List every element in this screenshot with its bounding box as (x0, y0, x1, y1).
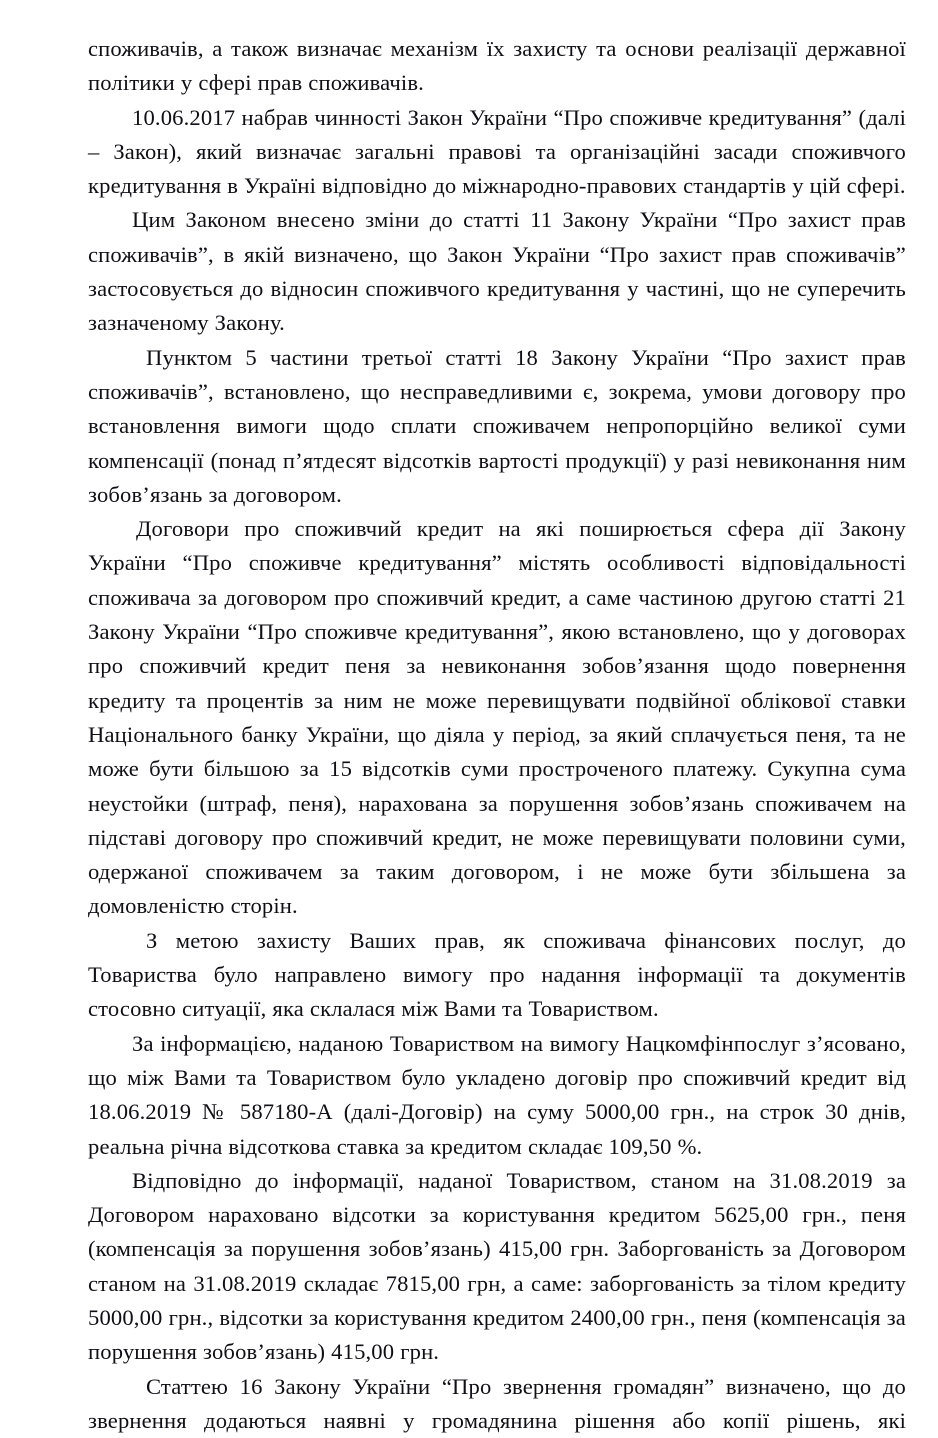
paragraph-amendments-to-article-11: Цим Законом внесено зміни до статті 11 Закону України “Про захист прав споживачів”, в якій визначено, що Закон України “Про захист прав споживачів” застосовується до відносин споживчого кредитування у частині, що не суперечить зазначеному Закону. (88, 207, 906, 336)
paragraph-article-18-unfair-terms: Пунктом 5 частини третьої статті 18 Закону України “Про захист прав споживачів”, встановлено, що несправедливими є, зокрема, умови договору про встановлення вимоги щодо сплати споживачем непропорційно великої суми компенсації (понад п’ятдесят відсотків вартості продукції) у разі невиконання ним зобов’язань за договором. (88, 344, 906, 507)
paragraph-debt-breakdown: Відповідно до інформації, наданої Товариством, станом на 31.08.2019 за Договором нараховано відсотки за користування кредитом 5625,00 грн., пеня (компенсація за порушення зобов’язань) 415,00 грн. Заборгованість за Договором станом на 31.08.2019 складає 7815,00 грн, а саме: заборгованість за тілом кредиту 5000,00 грн., відсотки за користування кредитом 2400,00 грн., пеня (компенсація за порушення зобов’язань) 415,00 грн. (88, 1167, 906, 1365)
paragraph-continuation-consumer-protection-scope: споживачів, а також визначає механізм їх захисту та основи реалізації державної політики у сфері прав споживачів. (88, 36, 906, 96)
paragraph-information-request-sent: З метою захисту Ваших прав, як споживача фінансових послуг, до Товариства було направлено вимогу про надання інформації та документів стосовно ситуації, яка склалася між Вами та Товариством. (88, 927, 906, 1022)
paragraph-credit-contract-details: За інформацією, наданою Товариством на вимогу Нацкомфінпослуг з’ясовано, що між Вами та Товариством було укладено договір про споживчий кредит від 18.06.2019 № 587180-А (далі-Договір) на суму 5000,00 грн., на строк 30 днів, реальна річна відсоткова ставка за кредитом складає 109,50 %. (88, 1030, 906, 1159)
paragraph-penalty-limits-article-21: Договори про споживчий кредит на які поширюється сфера дії Закону України “Про споживче кредитування” містять особливості відповідальності споживача за договором про споживчий кредит, а саме частиною другою статті 21 Закону України “Про споживче кредитування”, якою встановлено, що у договорах про споживчий кредит пеня за невиконання зобов’язання щодо повернення кредиту та процентів за ним не може перевищувати подвійної облікової ставки Національного банку України, що діяла у період, за який сплачується пеня, та не може бути більшою за 15 відсотків суми простроченого платежу. Сукупна сума неустойки (штраф, пеня), нарахована за порушення зобов’язань споживачем на підставі договору про споживчий кредит, не може перевищувати половини суми, одержаної споживачем за таким договором, і не може бути збільшена за домовленістю сторін. (88, 516, 906, 919)
document-text-body (88, 32, 906, 1438)
paragraph-article-16-citizens-appeals: Статтею 16 Закону України “Про звернення громадян” визначено, що до звернення додаються наявні у громадянина рішення або копії рішень, які (88, 1373, 906, 1433)
paragraph-law-entered-into-force: 10.06.2017 набрав чинності Закон України “Про споживче кредитування” (далі – Закон), який визначає загальні правові та організаційні засади споживчого кредитування в Україні відповідно до міжнародно-правових стандартів у цій сфері. (88, 104, 906, 199)
